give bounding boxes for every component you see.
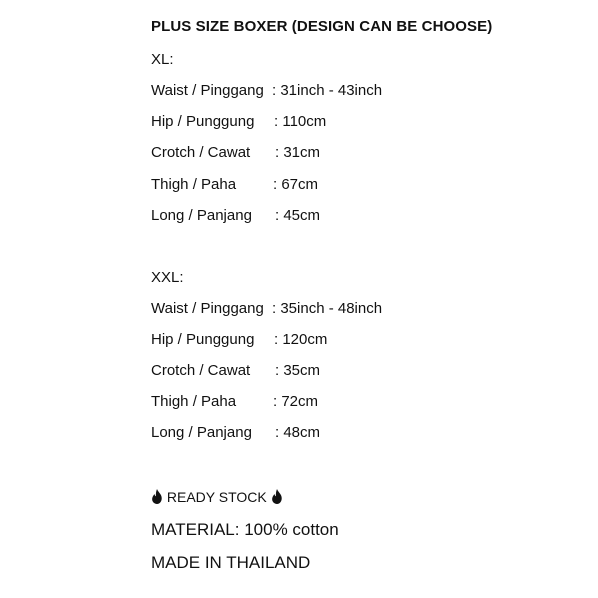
size-row: [151, 423, 320, 443]
measure-value: : 31inch - 43inch: [272, 82, 383, 99]
measure-value: : 120cm: [274, 331, 328, 348]
fire-icon: [271, 489, 283, 504]
measure-label: Waist / Pinggang: [151, 82, 264, 99]
measure-label: Long / Panjang: [151, 207, 252, 224]
measure-value: : 35inch - 48inch: [272, 300, 383, 317]
size-row: [151, 143, 320, 163]
ready-stock-line: [151, 487, 283, 507]
size-row: [151, 330, 327, 350]
measure-value: : 48cm: [275, 424, 321, 441]
measure-value: : 45cm: [275, 207, 321, 224]
measure-value: : 67cm: [273, 176, 319, 193]
ready-stock-text: READY STOCK: [166, 489, 267, 505]
size-row: [151, 81, 382, 101]
size-row: [151, 175, 318, 195]
measure-label: Thigh / Paha: [151, 393, 237, 410]
size-row: [151, 206, 320, 226]
measure-label: Hip / Punggung: [151, 331, 255, 348]
fire-icon: [151, 489, 163, 504]
measure-value: : 35cm: [275, 362, 321, 379]
size-row: [151, 361, 320, 381]
measure-label: Waist / Pinggang: [151, 300, 264, 317]
measure-label: Crotch / Cawat: [151, 144, 251, 161]
origin-text: MADE IN THAILAND: [151, 553, 311, 572]
measure-label: Thigh / Paha: [151, 176, 237, 193]
measure-value: : 31cm: [275, 144, 321, 161]
material-text: MATERIAL: 100% cotton: [151, 520, 339, 539]
size-row: [151, 299, 382, 319]
measure-label: Crotch / Cawat: [151, 362, 251, 379]
size-row: [151, 112, 326, 132]
size-row: [151, 392, 318, 412]
measure-value: : 72cm: [273, 393, 319, 410]
size-heading-xxl: XXL:: [151, 269, 184, 286]
product-title: PLUS SIZE BOXER (DESIGN CAN BE CHOOSE): [151, 18, 493, 35]
measure-label: Long / Panjang: [151, 424, 252, 441]
measure-value: : 110cm: [274, 113, 327, 130]
measure-label: Hip / Punggung: [151, 113, 255, 130]
size-heading-xl: XL:: [151, 51, 174, 68]
